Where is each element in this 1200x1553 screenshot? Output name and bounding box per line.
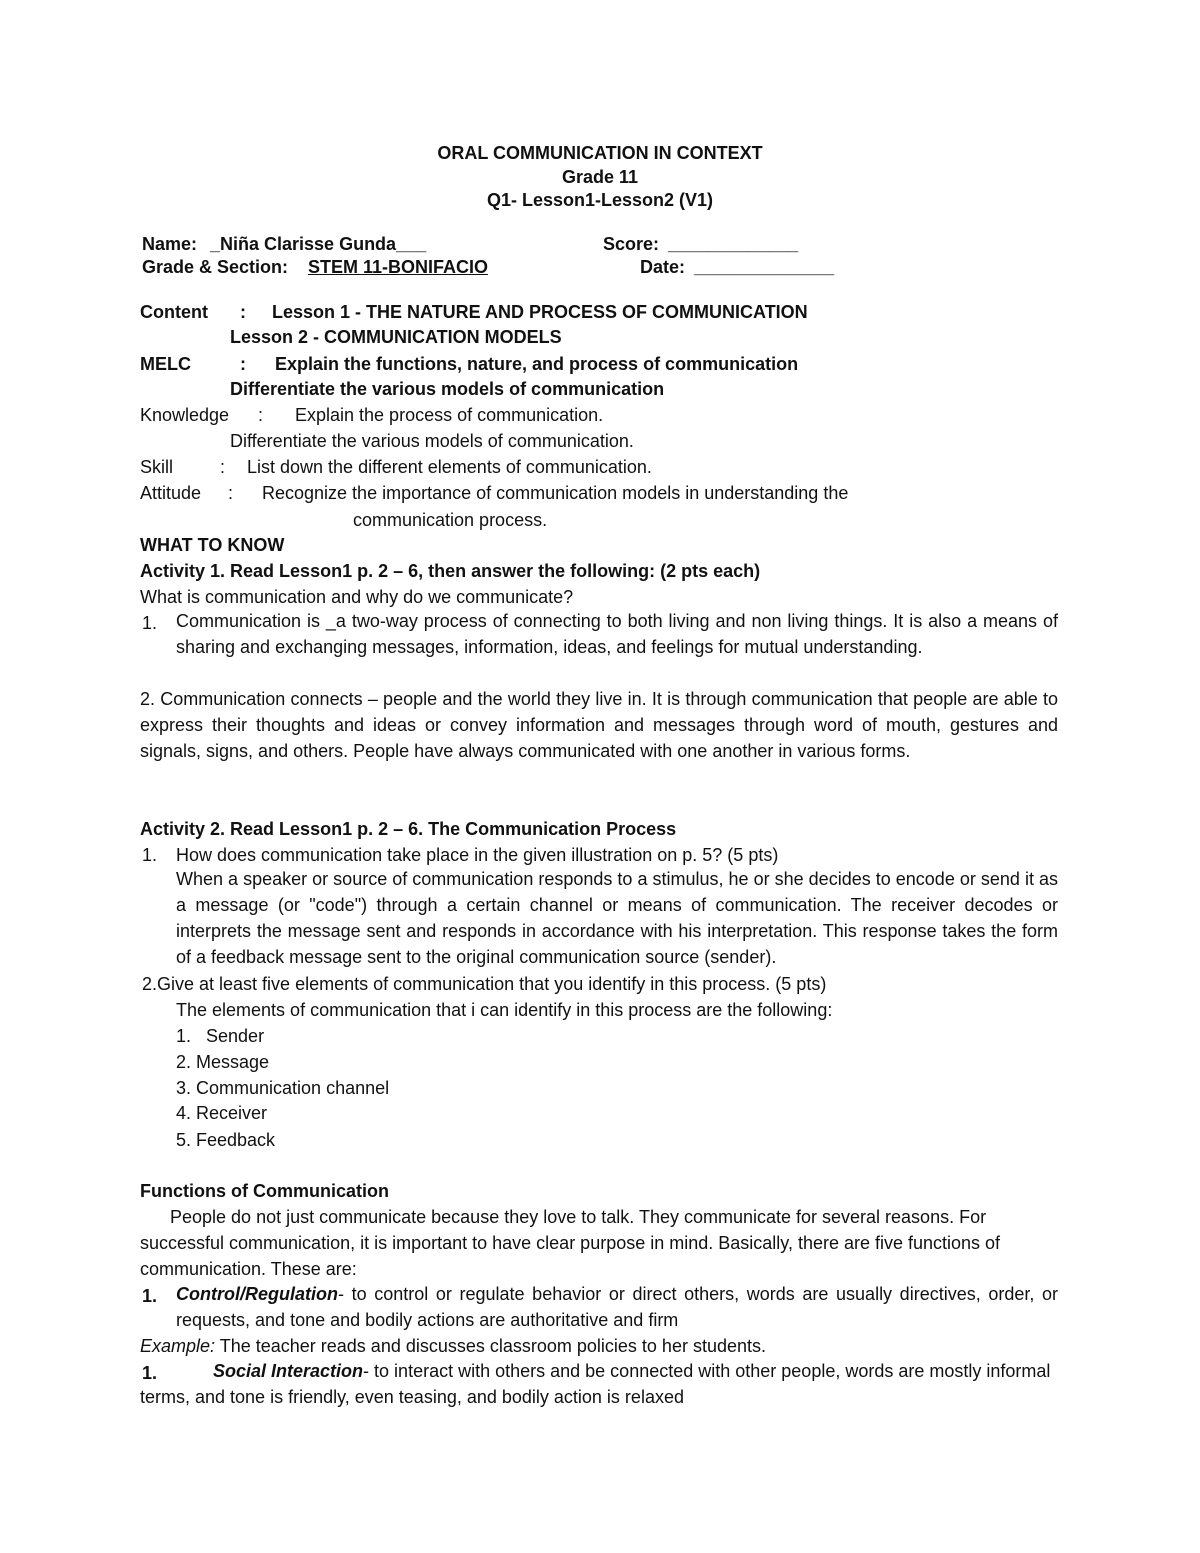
answer-1-number: 1. bbox=[142, 613, 158, 633]
section-value: STEM 11-BONIFACIO bbox=[308, 257, 489, 277]
melc-colon: : bbox=[240, 354, 246, 374]
knowledge-2: Differentiate the various models of communication. bbox=[230, 431, 634, 451]
melc-2: Differentiate the various models of communication bbox=[230, 379, 665, 399]
question-1-answer: When a speaker or source of communication responds to a stimulus, he or she decides to encode or send it as a message (or "code") through a certain channel or means of communication. The receiver decodes or interprets the message sent and responds in accordance with his interpretation. This response takes the form of a feedback message sent to the original communication source (sender). bbox=[176, 869, 1058, 967]
what-to-know-heading: WHAT TO KNOW bbox=[140, 535, 285, 555]
function-2-number: 1. bbox=[142, 1363, 158, 1383]
question-1-number: 1. bbox=[142, 845, 158, 865]
element-item: 5. Feedback bbox=[176, 1130, 276, 1150]
example-text: The teacher reads and discusses classroom policies to her students. bbox=[215, 1336, 766, 1356]
score-label: Score: bbox=[603, 234, 660, 254]
content-colon: : bbox=[240, 302, 246, 322]
attitude-1: Recognize the importance of communication models in understanding the bbox=[262, 483, 849, 503]
function-2-description: - to interact with others and be connected with other people, words are mostly informal terms, and tone is friendly, even teasing, and bodily action is relaxed bbox=[140, 1361, 1051, 1407]
functions-intro: People do not just communicate because they love to talk. They communicate for several reasons. For successful communication, it is important to have clear purpose in mind. Basically, there are five functions of communication. These are: bbox=[140, 1207, 1001, 1279]
content-lesson-2: Lesson 2 - COMMUNICATION MODELS bbox=[230, 327, 562, 347]
content-lesson-1: Lesson 1 - THE NATURE AND PROCESS OF COMMUNICATION bbox=[272, 302, 808, 322]
grade-heading: Grade 11 bbox=[561, 167, 639, 187]
answer-2-text: 2. Communication connects – people and the world they live in. It is through communication that people are able to express their thoughts and ideas or convey information and messages through word of mouth, gestures and signals, signs, and others. People have always communicated with one another in various forms. bbox=[140, 689, 1058, 761]
date-label: Date: bbox=[640, 257, 686, 277]
element-item: 4. Receiver bbox=[176, 1103, 268, 1123]
function-2-term: Social Interaction bbox=[213, 1361, 364, 1381]
element-item: 3. Communication channel bbox=[176, 1078, 390, 1098]
name-value: _Niña Clarisse Gunda___ bbox=[210, 234, 427, 254]
question-1: How does communication take place in the given illustration on p. 5? (5 pts) bbox=[176, 845, 779, 865]
function-2-text bbox=[140, 1358, 1058, 1410]
lesson-heading: Q1- Lesson1-Lesson2 (V1) bbox=[486, 190, 714, 210]
skill-label: Skill bbox=[140, 457, 174, 477]
function-1-number: 1. bbox=[142, 1286, 158, 1306]
activity-1-title: Activity 1. Read Lesson1 p. 2 – 6, then answer the following: (2 pts each) bbox=[140, 561, 761, 581]
melc-label: MELC bbox=[140, 354, 191, 374]
function-1-text bbox=[176, 1281, 1058, 1333]
content-label: Content bbox=[140, 302, 208, 322]
name-label: Name: bbox=[142, 234, 198, 254]
document-title: ORAL COMMUNICATION IN CONTEXT bbox=[437, 143, 763, 163]
function-1-description: - to control or regulate behavior or direct others, words are usually directives, order, or requests, and tone and bodily actions are authoritative and firm bbox=[176, 1284, 1058, 1330]
activity-2-title: Activity 2. Read Lesson1 p. 2 – 6. The Communication Process bbox=[140, 819, 677, 839]
attitude-colon: : bbox=[228, 483, 234, 503]
skill-colon: : bbox=[220, 457, 226, 477]
example-line bbox=[140, 1335, 766, 1357]
question-2: 2.Give at least five elements of communication that you identify in this process. (5 pts) bbox=[142, 974, 827, 994]
function-1-term: Control/Regulation bbox=[176, 1284, 338, 1304]
attitude-label: Attitude bbox=[140, 483, 202, 503]
functions-heading: Functions of Communication bbox=[140, 1181, 389, 1201]
question-2-intro: The elements of communication that i can identify in this process are the following: bbox=[176, 1000, 833, 1020]
example-label: Example: bbox=[140, 1336, 216, 1356]
melc-1: Explain the functions, nature, and process of communication bbox=[275, 354, 799, 374]
knowledge-colon: : bbox=[258, 405, 264, 425]
element-item: 2. Message bbox=[176, 1052, 270, 1072]
section-label: Grade & Section: bbox=[142, 257, 289, 277]
knowledge-label: Knowledge bbox=[140, 405, 230, 425]
activity-1-question: What is communication and why do we communicate? bbox=[140, 587, 574, 607]
answer-1-text: Communication is _a two-way process of connecting to both living and non living things. It is also a means of sharing and exchanging messages, information, ideas, and feelings for mutual understanding. bbox=[176, 611, 1058, 657]
element-item: 1. Sender bbox=[176, 1026, 265, 1046]
attitude-2: communication process. bbox=[353, 510, 548, 530]
knowledge-1: Explain the process of communication. bbox=[295, 405, 604, 425]
skill-1: List down the different elements of communication. bbox=[247, 457, 652, 477]
score-value: _____________ bbox=[668, 234, 799, 254]
date-value: ______________ bbox=[694, 257, 835, 277]
